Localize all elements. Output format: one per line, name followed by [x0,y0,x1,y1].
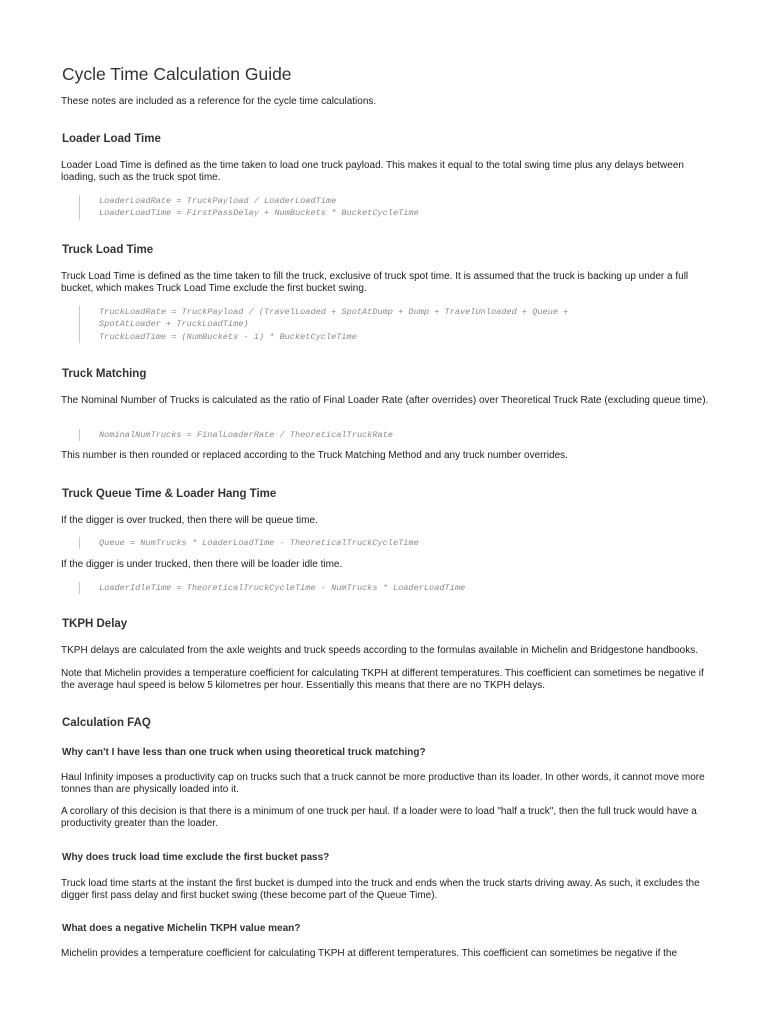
code-block [79,537,679,549]
code-block [79,429,679,441]
faq-answer: Michelin provides a temperature coefficient for calculating TKPH at different temperatures. This coefficient can sometimes be negative if the [61,948,678,959]
code-line: TruckLoadRate = TruckPayload / (TravelLoaded + SpotAtDump + Dump + TravelUnloaded + Queue + [99,307,569,317]
section-heading-loader-load-time: Loader Load Time [62,133,161,145]
code-block [79,582,679,594]
code-line: Queue = NumTrucks * LoaderLoadTime - TheoreticalTruckCycleTime [99,538,419,548]
paragraph: The Nominal Number of Trucks is calculated as the ratio of Final Loader Rate (after overrides) over Theoretical Truck Rate (excluding queue time). [61,395,709,406]
paragraph: Loader Load Time is defined as the time taken to load one truck payload. This makes it equal to the total swing time plus any delays between loading, such as the truck spot time. [61,160,684,184]
code-block [79,195,679,220]
paragraph: If the digger is under trucked, then there will be loader idle time. [61,559,343,570]
faq-answer: A corollary of this decision is that there is a minimum of one truck per haul. If a loader were to load "half a truck", then the full truck would have a productivity greater than the loader. [61,806,697,830]
faq-question: Why does truck load time exclude the first bucket pass? [62,852,330,863]
code-line: SpotAtLoader + TruckLoadTime) [99,319,249,330]
faq-answer: Haul Infinity imposes a productivity cap on trucks such that a truck cannot be more productive than its loader. In other words, it cannot move more tonnes than are physically loaded into it. [61,772,705,796]
faq-answer: Truck load time starts at the instant the first bucket is dumped into the truck and ends when the truck starts driving away. As such, it excludes the digger first pass delay and first bucket swing (these become part of the Queue Time). [61,878,700,902]
section-heading-queue-hang-time: Truck Queue Time & Loader Hang Time [62,488,277,500]
code-line: LoaderLoadRate = TruckPayload / LoaderLoadTime [99,196,337,206]
code-line: LoaderLoadTime = FirstPassDelay + NumBuckets * BucketCycleTime [99,208,419,219]
paragraph: If the digger is over trucked, then there will be queue time. [61,515,318,526]
code-line: LoaderIdleTime = TheoreticalTruckCycleTime - NumTrucks * LoaderLoadTime [99,583,466,593]
page-title: Cycle Time Calculation Guide [62,64,292,84]
paragraph: Truck Load Time is defined as the time taken to fill the truck, exclusive of truck spot time. It is assumed that the truck is backing up under a full bucket, which makes Truck Load Time exclude the first bucket swing. [61,271,689,295]
code-line: NominalNumTrucks = FinalLoaderRate / TheoreticalTruckRate [99,430,393,440]
section-heading-truck-load-time: Truck Load Time [62,244,154,256]
code-block [79,306,679,343]
paragraph: TKPH delays are calculated from the axle weights and truck speeds according to the formulas available in Michelin and Bridgestone handbooks. [61,645,699,656]
paragraph: This number is then rounded or replaced according to the Truck Matching Method and any truck number overrides. [61,450,568,461]
paragraph: Note that Michelin provides a temperature coefficient for calculating TKPH at different temperatures. This coefficient can sometimes be negative if the average haul speed is below 5 kilometres per hour. Essentially this means that there are no TKPH delays. [61,668,704,692]
intro-paragraph: These notes are included as a reference for the cycle time calculations. [61,96,377,107]
section-heading-tkph-delay: TKPH Delay [62,618,128,630]
faq-question: What does a negative Michelin TKPH value mean? [62,923,301,934]
section-heading-calculation-faq: Calculation FAQ [62,717,151,729]
faq-question: Why can't I have less than one truck when using theoretical truck matching? [62,747,426,758]
section-heading-truck-matching: Truck Matching [62,368,147,380]
code-line: TruckLoadTime = (NumBuckets - 1) * BucketCycleTime [99,331,357,342]
